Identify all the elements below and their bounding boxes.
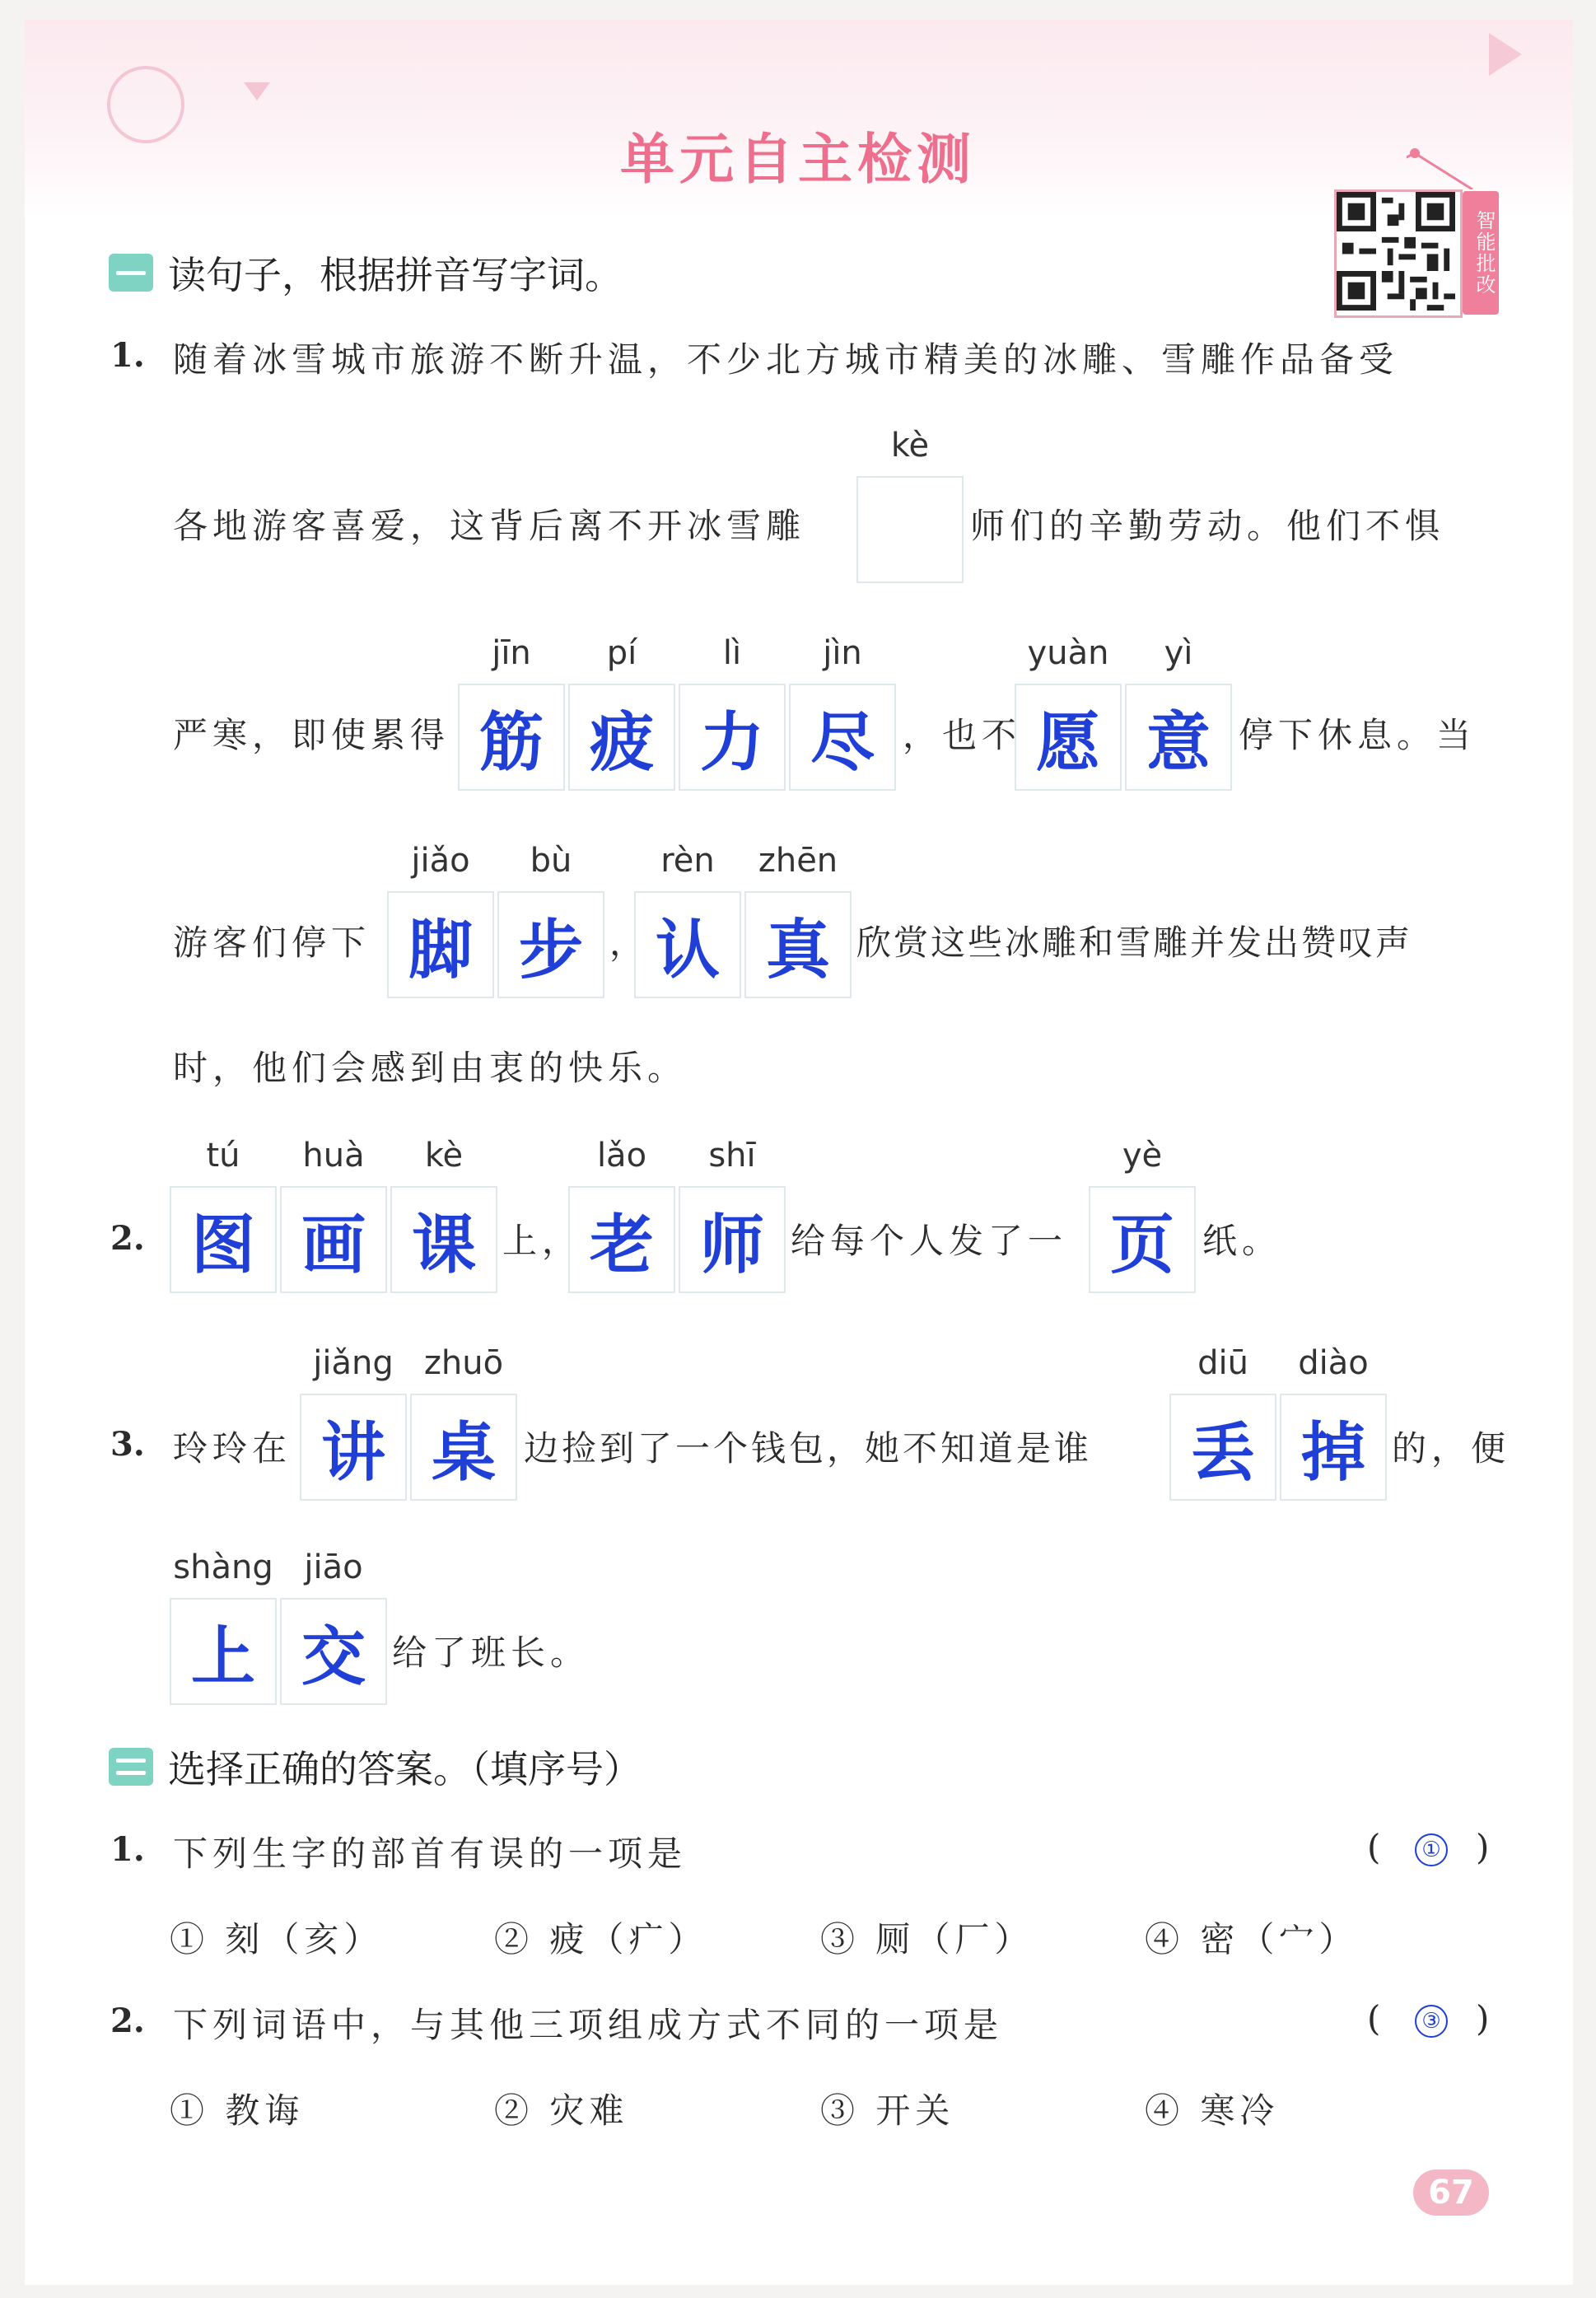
pinyin: yè [1122, 1137, 1163, 1175]
answer-box[interactable]: 图 [170, 1186, 277, 1293]
option[interactable]: ① 刻（亥） [170, 1919, 384, 1959]
q3-mid: 边捡到了一个钱包，她不知道是谁 [524, 1428, 1093, 1469]
q1-line-3-mid: ，也不 [903, 715, 1022, 755]
mc-q1-text: 下列生字的部首有误的一项是 [173, 1833, 688, 1874]
answer-box[interactable]: 尽 [789, 684, 896, 791]
answer-box[interactable]: 意 [1125, 684, 1232, 791]
section-1-heading [109, 245, 623, 300]
q1-line-4-pre: 游客们停下 [173, 922, 371, 963]
q1-line-2-post: 师们的辛勤劳动。他们不惧 [970, 506, 1445, 546]
pinyin: shàng [173, 1548, 273, 1586]
q3-end: 给了班长。 [392, 1632, 590, 1673]
pinyin: jiǎo [411, 842, 470, 880]
pinyin: jiǎng [313, 1344, 394, 1382]
pinyin: lǎo [596, 1137, 647, 1175]
pinyin: tú [206, 1137, 240, 1175]
q1-line-3-post: 停下休息。当 [1239, 715, 1477, 755]
decorative-triangle-right [1489, 33, 1522, 76]
answer-box[interactable]: 筋 [458, 684, 565, 791]
answer-box[interactable]: 步 [497, 891, 604, 998]
q3-pre: 玲玲在 [173, 1428, 292, 1469]
answer-box[interactable]: 老 [568, 1186, 675, 1293]
q1-line-2-pre: 各地游客喜爱，这背后离不开冰雪雕 [173, 506, 806, 546]
comma: ， [609, 922, 645, 963]
pinyin: huà [302, 1137, 365, 1175]
answer-paren-open: ( [1367, 1998, 1381, 2039]
pinyin: kè [890, 427, 930, 465]
q1-line-3-pre: 严寒，即使累得 [173, 715, 450, 755]
section-1-label: 读句子，根据拼音写字词。 [168, 253, 623, 297]
q2-mid-1: 上， [502, 1221, 582, 1261]
question-number: 2. [110, 2001, 145, 2040]
answer-paren-close: ) [1476, 1998, 1490, 2039]
section-2-heading [109, 1740, 642, 1794]
page-title: 单元自主检测 [620, 128, 976, 191]
pinyin: yuàn [1027, 634, 1109, 672]
pinyin: lì [722, 634, 742, 672]
decorative-triangle [244, 82, 270, 100]
pinyin: pí [606, 634, 637, 672]
section-1-badge [109, 254, 153, 292]
answer-box[interactable]: 脚 [387, 891, 494, 998]
option[interactable]: ④ 寒冷 [1145, 2090, 1280, 2131]
answer-paren-close: ) [1476, 1827, 1490, 1867]
answer-box[interactable]: 交 [280, 1598, 387, 1705]
option[interactable]: ② 疲（疒） [494, 1919, 708, 1959]
q2-mid-2: 给每个人发了一 [791, 1221, 1068, 1261]
pinyin: jiāo [304, 1548, 363, 1586]
q1-line-1: 随着冰雪城市旅游不断升温，不少北方城市精美的冰雕、雪雕作品备受 [173, 339, 1399, 380]
pinyin: yì [1164, 634, 1193, 672]
answer-paren-open: ( [1367, 1827, 1381, 1867]
pinyin: kè [424, 1137, 464, 1175]
page-number: 67 [1413, 2170, 1489, 2216]
question-number: 2. [110, 1219, 145, 1258]
option[interactable]: ③ 厕（厂） [820, 1919, 1034, 1959]
answer-box[interactable]: 愿 [1015, 684, 1122, 791]
answer-circle[interactable]: ① [1415, 1833, 1448, 1866]
answer-box[interactable]: 讲 [300, 1394, 407, 1501]
smart-grading-tag: 智能批改 [1463, 191, 1499, 315]
answer-box[interactable]: 真 [744, 891, 852, 998]
q3-post: 的，便 [1392, 1428, 1511, 1469]
answer-box[interactable]: 页 [1089, 1186, 1196, 1293]
question-number: 3. [110, 1425, 145, 1464]
section-2-badge [109, 1748, 153, 1786]
answer-box[interactable]: 上 [170, 1598, 277, 1705]
answer-box[interactable]: 课 [390, 1186, 497, 1293]
answer-box[interactable]: 画 [280, 1186, 387, 1293]
qr-code-icon [1337, 192, 1455, 311]
q1-line-4-post: 欣赏这些冰雕和雪雕并发出赞叹声 [856, 922, 1413, 963]
answer-box[interactable]: 师 [679, 1186, 786, 1293]
pinyin: bù [530, 842, 572, 880]
mc-q2-text: 下列词语中，与其他三项组成方式不同的一项是 [173, 2005, 1004, 2045]
option[interactable]: ③ 开关 [820, 2090, 955, 2131]
pinyin: zhēn [758, 842, 838, 880]
pinyin: zhuō [423, 1344, 504, 1382]
q1-line-5: 时，他们会感到由衷的快乐。 [173, 1048, 688, 1088]
answer-box-empty[interactable] [856, 476, 964, 583]
answer-box[interactable]: 力 [679, 684, 786, 791]
pinyin: diū [1197, 1344, 1248, 1382]
option[interactable]: ① 教诲 [170, 2090, 305, 2131]
answer-box[interactable]: 疲 [568, 684, 675, 791]
pinyin: rèn [660, 842, 715, 880]
section-2-label: 选择正确的答案。（填序号） [168, 1747, 642, 1791]
pinyin: diào [1298, 1344, 1369, 1382]
q2-post: 纸。 [1202, 1221, 1282, 1261]
question-number: 1. [110, 336, 145, 375]
answer-box[interactable]: 掉 [1280, 1394, 1387, 1501]
answer-circle[interactable]: ③ [1415, 2005, 1448, 2038]
qr-code[interactable] [1334, 189, 1463, 318]
pinyin: jìn [823, 634, 862, 672]
pinyin: jīn [492, 634, 531, 672]
option[interactable]: ② 灾难 [494, 2090, 629, 2131]
pinyin: shī [708, 1137, 756, 1175]
answer-box[interactable]: 桌 [410, 1394, 517, 1501]
question-number: 1. [110, 1830, 145, 1869]
answer-box[interactable]: 认 [634, 891, 741, 998]
qr-hanger [1407, 147, 1514, 189]
answer-box[interactable]: 丢 [1169, 1394, 1276, 1501]
option[interactable]: ④ 密（宀） [1145, 1919, 1359, 1959]
